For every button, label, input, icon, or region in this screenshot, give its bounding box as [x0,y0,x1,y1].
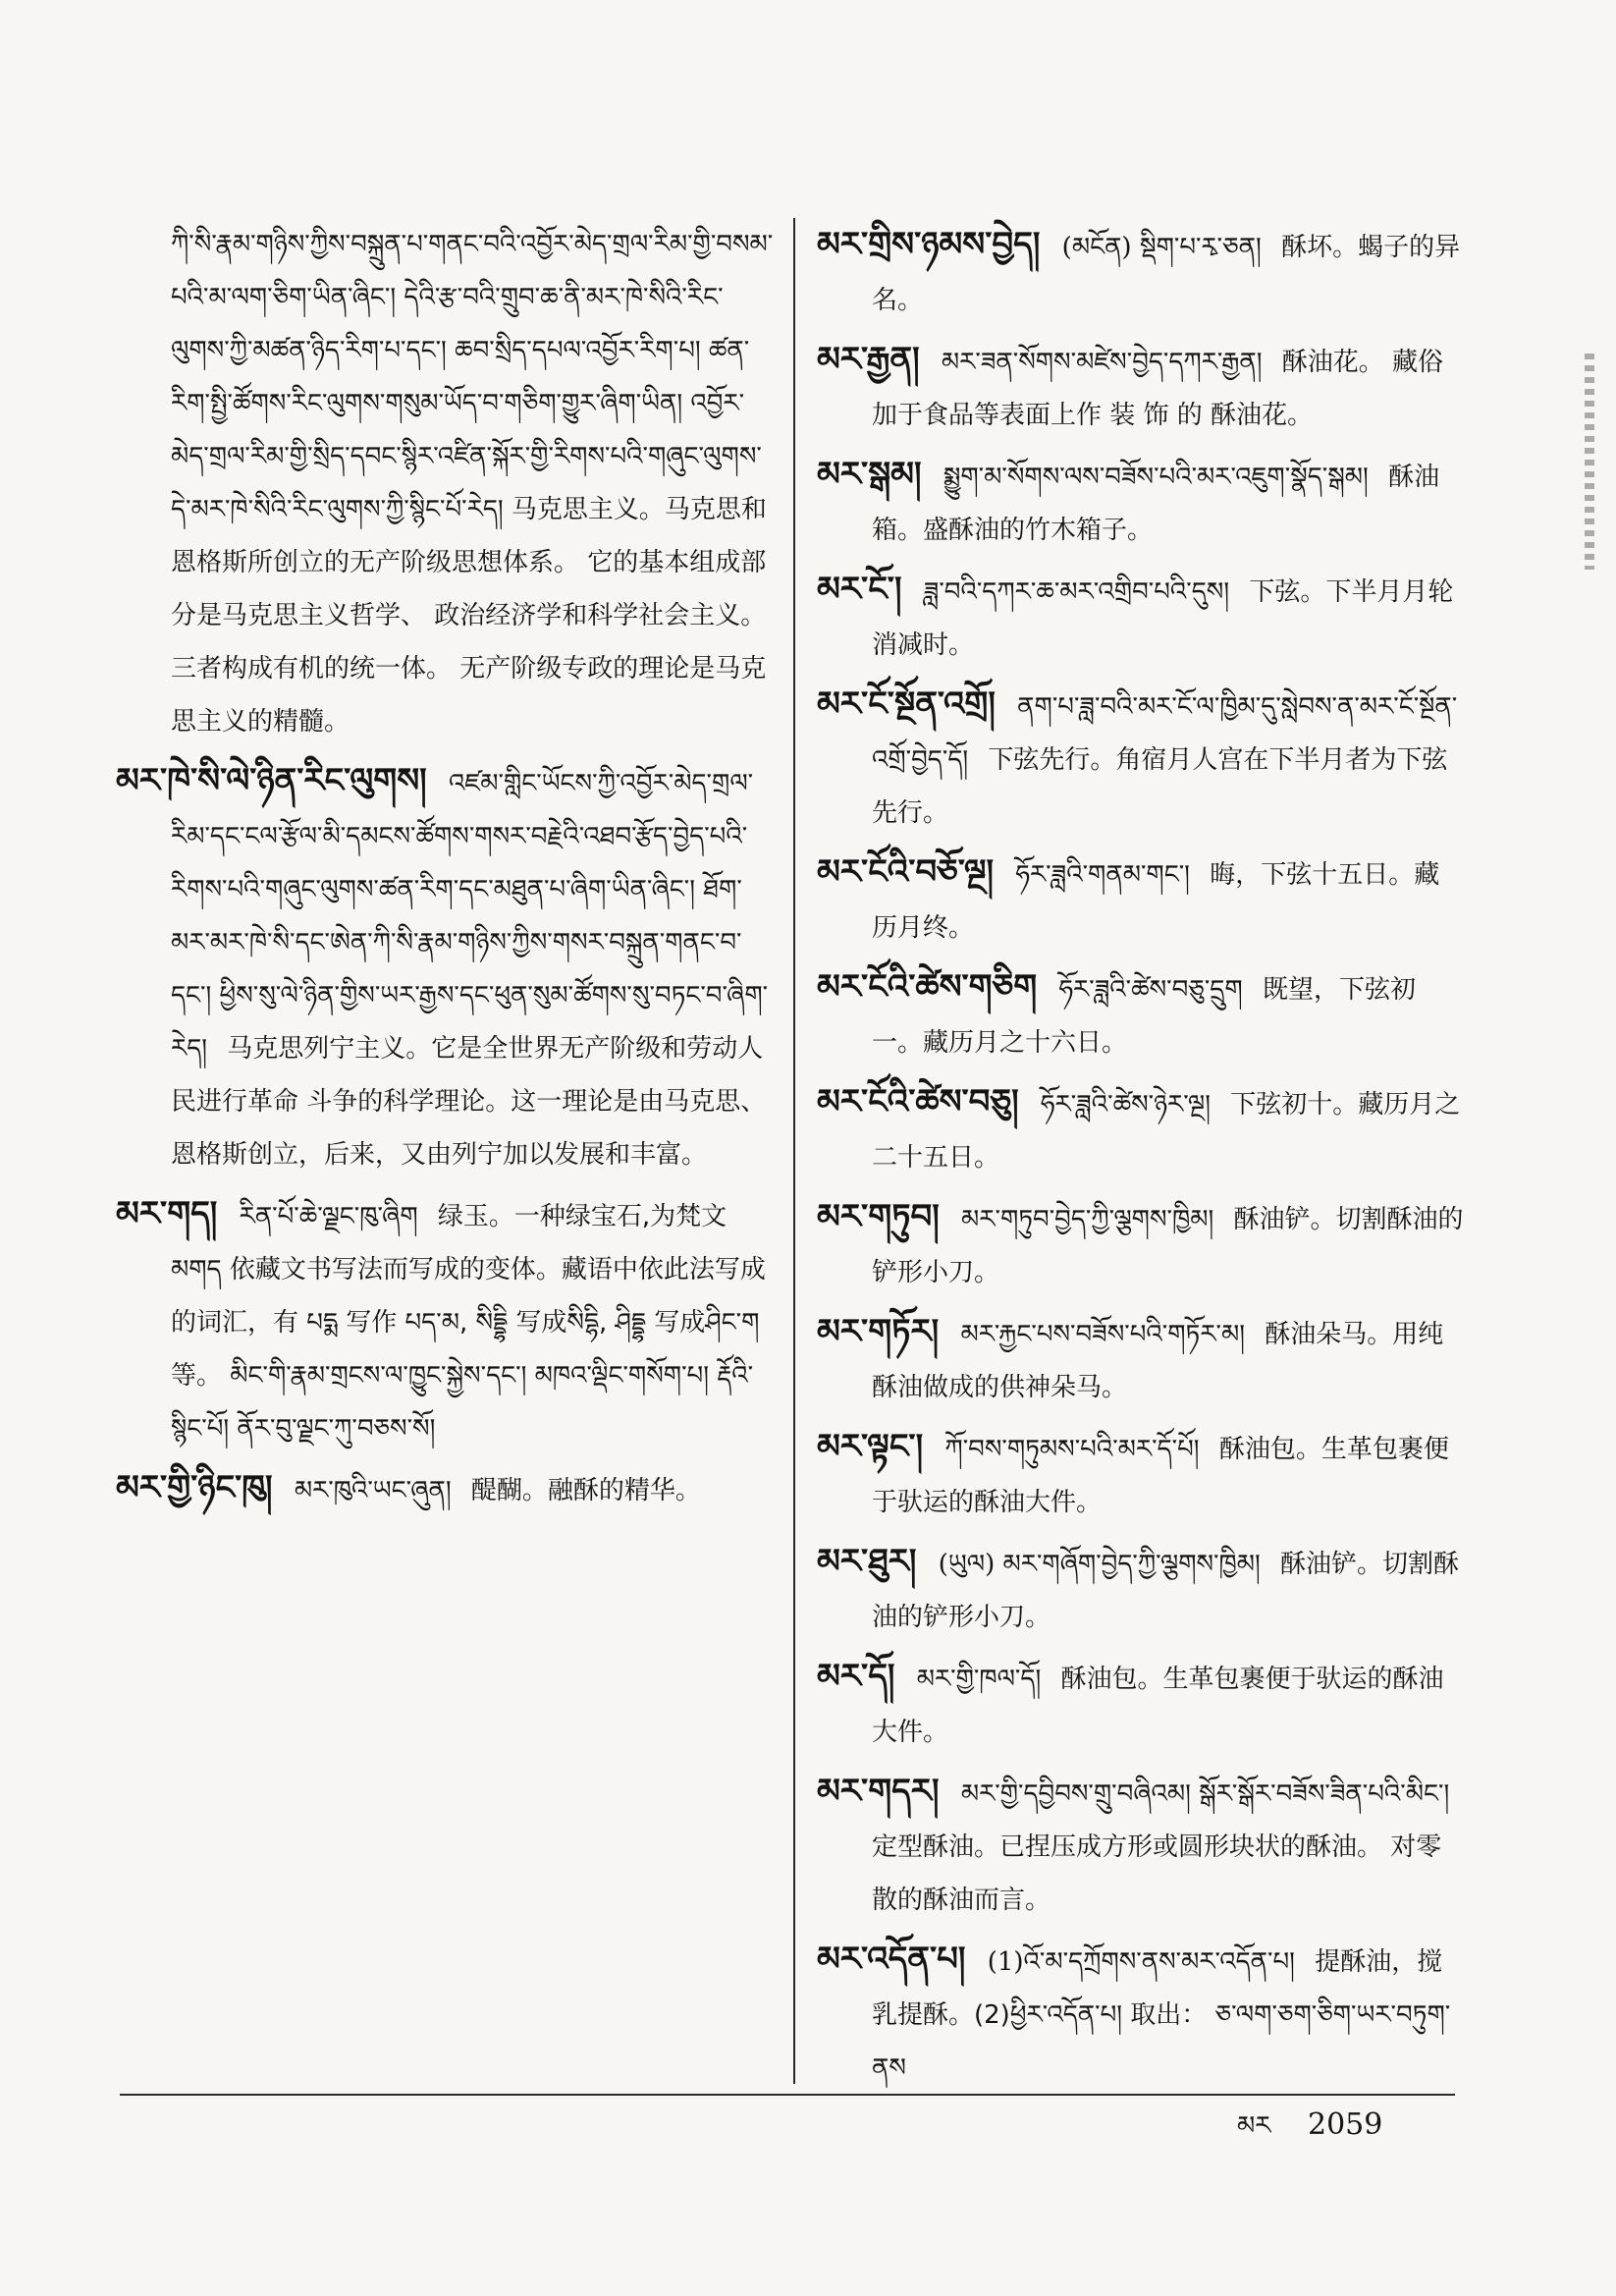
dictionary-entry [116,754,774,1181]
headword: མར་གདར། [817,1772,940,1811]
dictionary-entry [817,678,1465,840]
dictionary-entry [116,1187,774,1455]
tibetan-gloss: (མངོན) སྡིག་པ་རྭ་ཅན། [1061,233,1262,262]
chinese-definition: 酥坏。蝎子的异名。 [872,233,1461,315]
dictionary-entry [817,1650,1465,1759]
right-column [817,218,1465,2101]
tibetan-gloss: ཀོ་བས་གཏུམས་པའི་མར་དོ་པོ། [944,1435,1200,1464]
chinese-definition: 下弦先行。角宿月人宫在下半月者为下弦先行。 [872,745,1448,828]
chinese-definition: 马克思列宁主义。它是全世界无产阶级和劳动人民进行革命 斗争的科学理论。这一理论是由马克思、 恩格斯创立，后来，又由列宁加以发展和丰富。 [171,1034,767,1170]
tibetan-text: ཀི་སི་རྣམ་གཉིས་ཀྱིས་བསྐྲུན་པ་གནང་བའི་འབྱོར་མེད་གྲལ་རིམ་གྱི་བསམ་པའི་མ་ལག་ཅིག་ཡིན་ཞིང་། དེའི་རྩ་བའི་གྲུབ་ཆ་ནི་མར་ཁེ་སིའི་རིང་ལུགས་ཀྱི་མཚན་ཉིད་རིག་པ་དང་། ཆབ་སྲིད་དཔལ་འབྱོར་རིག་པ། ཚན་རིག་སྤྱི་ཚོགས་རིང་ལུགས་གསུམ་ཡོད་བ་གཅིག་གྱུར་ཞིག་ཡིན། འབྱོར་མེད་གྲལ་རིམ་གྱི་སྲིད་དབང་སྙིར་འཛིན་སྐོར་གྱི་རིགས་པའི་གཞུང་ལུགས་དེ་མར་ཁེ་སིའི་རིང་ལུགས་ཀྱི་སྙིང་པོ་རེད། [171,230,774,524]
tibetan-gloss: རིན་པོ་ཆེ་ལྗང་ཁུ་ཞིག [239,1202,418,1231]
chinese-definition: 下弦。下半月月轮消减时。 [872,577,1454,660]
tibetan-gloss: ཧོར་ཟླའི་ཚེས་བཅུ་དྲུག [1058,975,1243,1005]
headword: མར་ངོའི་ཚེས་གཅིག [817,967,1038,1007]
chinese-definition: 绿玉。一种绿宝石,为梵文 མགད 依藏文书写法而写成的变体。藏语中依此法写成的词汇，有 པདྨ 写作 པད་མ, སིདྡྷི 写成སིདྷི, ཤིདྡྷ 写成ཤིང་ག等。 མིང་གི་རྣམ་གྲངས་ལ་ཁྱུང་སྐྱེས་དང་། མཁའ་ལྡིང་གསོག་པ། རྡོའི་སྙིང་པོ། ནོར་བུ་ལྗང་ཀུ་བཅས་སོ། [171,1202,766,1444]
dictionary-entry [817,960,1465,1069]
tibetan-gloss: ནག་པ་ཟླ་བའི་མར་ངོ་ལ་ཁྱིམ་དུ་སླེབས་ན་མར་ངོ་སྔོན་འགྲོ་བྱེད་དོ། [872,692,1458,775]
dictionary-entry [817,1190,1465,1299]
chinese-definition: 酥油箱。盛酥油的竹木箱子。 [872,463,1440,545]
chinese-definition: 酥油花。 藏俗加于食品等表面上作 装 饰 的 酥油花。 [872,348,1444,430]
footer-rule [120,2094,1455,2096]
dictionary-entry [817,448,1465,557]
headword: མར་དོ། [817,1657,895,1696]
running-head: མར [1237,2111,1271,2141]
dictionary-entry [817,333,1465,442]
dictionary-entry [817,1933,1465,2095]
tibetan-gloss: མར་གཏུབ་བྱེད་ཀྱི་ལྕགས་ཁྱིམ། [961,1205,1214,1234]
chinese-definition: 酥油包。生革包裹便于驮运的酥油大件。 [872,1435,1449,1517]
headword: མར་གད། [116,1194,218,1233]
dictionary-entry [817,1305,1465,1414]
dictionary-entry [817,846,1465,955]
headword: མར་ངོའི་བཅོ་ལྔ། [817,852,995,892]
dictionary-entry [817,1420,1465,1529]
left-column [116,218,774,1523]
chinese-definition: 马克思主义。马克思和恩格斯所创立的无产阶级思想体系。 它的基本组成部分是马克思主义哲学、 政治经济学和科学社会主义。三者构成有机的统一体。 无产阶级专政的理论是马克思主义的精髓。 [171,495,767,737]
chinese-definition: 下弦初十。藏历月之二十五日。 [872,1090,1461,1173]
tibetan-gloss: མར་གྱི་ཁལ་དོ། [916,1665,1042,1694]
tibetan-gloss: མར་ཁུའི་ཡང་ཞུན། [294,1476,452,1505]
dictionary-entry [116,1461,774,1517]
dictionary-entry [817,563,1465,672]
page-number: 2059 [1308,2107,1383,2142]
tibetan-gloss: (1)འོ་མ་དཀྲོགས་ནས་མར་འདོན་པ། [987,1947,1295,1977]
tibetan-gloss: ཟླ་བའི་དཀར་ཆ་མར་འགྲིབ་པའི་དུས། [923,577,1230,607]
tibetan-gloss: འཛམ་གླིང་ཡོངས་ཀྱི་འབྱོར་མེད་གྲལ་རིམ་དང་ངལ་རྩོལ་མི་དམངས་ཚོགས་གསར་བརྗེའི་འཐབ་རྩོད་བྱེད་པའི་རིགས་པའི་གཞུང་ལུགས་ཚན་རིག་དང་མཐུན་པ་ཞིག་ཡིན་ཞིང་། ཐོག་མར་མར་ཁེ་སི་དང་ཨེན་ཀི་སི་རྣམ་གཉིས་ཀྱིས་གསར་བསྐྲུན་གནང་བ་དང་། ཕྱིས་སུ་ལེ་ཉིན་གྱིས་ཡར་རྒྱས་དང་ཕུན་སུམ་ཚོགས་སུ་བཏང་བ་ཞིག་རེད། [171,769,769,1064]
dictionary-entry [817,1765,1465,1927]
entry-continuation [116,218,774,748]
headword: མར་གཏུབ། [817,1197,940,1236]
page-footer [1237,2105,1382,2146]
tibetan-gloss: མར་རྐྱང་པས་བཟོས་པའི་གཏོར་མ། [960,1320,1245,1349]
headword: མར་ངོ་སྔོན་འགྲོ། [817,684,996,724]
dictionary-entry [817,1535,1465,1644]
headword: མར་གྲིས་ཉམས་བྱེད། [817,225,1041,264]
headword: མར་ཐུར། [817,1542,917,1581]
tibetan-gloss: (ཡུལ) མར་གཞོག་བྱེད་ཀྱི་ལྕགས་ཁྱིམ། [938,1550,1261,1579]
tibetan-gloss: སྨྱུག་མ་སོགས་ལས་བཟོས་པའི་མར་འཇུག་སྣོད་སྒམ། [943,463,1369,492]
chinese-definition: 酥油包。生革包裹便于驮运的酥油大件。 [872,1665,1444,1747]
tibetan-gloss: མར་གྱི་དབྱིབས་གྲུ་བཞིའམ། སྒོར་སྒོར་བཟོས་ཟིན་པའི་མིང་། [960,1779,1450,1809]
headword: མར་ངོ་། [817,570,902,609]
chinese-definition: 既望，下弦初一。藏历月之十六日。 [872,975,1416,1058]
scan-edge-marks [1585,354,1594,570]
headword: མར་སྒམ། [817,455,922,494]
chinese-definition: 醍醐。融酥的精华。 [470,1476,701,1505]
dictionary-entry [817,218,1465,327]
chinese-definition: 晦，下弦十五日。藏历月终。 [872,860,1440,943]
headword: མར་ཁེ་སི་ལེ་ཉིན་རིང་ལུགས། [116,761,427,800]
chinese-definition: 酥油朵马。用纯酥油做成的供神朵马。 [872,1320,1444,1402]
chinese-definition: 定型酥油。已捏压成方形或圆形块状的酥油。 对零散的酥油而言。 [872,1832,1442,1915]
headword: མར་ལྟང་། [817,1427,924,1466]
headword: མར་རྒྱན། [817,340,920,379]
column-divider [793,218,795,2084]
dictionary-entry [817,1075,1465,1184]
chinese-definition: 提酥油，搅乳提酥。(2)ཕྱིར་འདོན་པ། 取出： ཅ་ལག་ཅག་ཅིག་ཡར་བཏུག་ནས [872,1947,1451,2083]
chinese-definition: 酥油铲。切割酥油的铲形小刀。 [872,1205,1464,1287]
chinese-definition: 酥油铲。切割酥油的铲形小刀。 [872,1550,1460,1632]
tibetan-gloss: ཧོར་ཟླའི་གནམ་གང་། [1015,860,1190,890]
tibetan-gloss: ཧོར་ཟླའི་ཚེས་ཉེར་ལྔ། [1040,1090,1211,1120]
headword: མར་གཏོར། [817,1312,940,1351]
headword: མར་ངོའི་ཚེས་བཅུ། [817,1082,1019,1121]
headword: མར་གྱི་ཉིང་ཁུ། [116,1468,273,1507]
tibetan-gloss: མར་ཟན་སོགས་མཛེས་བྱེད་དཀར་རྒྱན། [941,348,1263,377]
headword: མར་འདོན་པ། [817,1940,966,1979]
